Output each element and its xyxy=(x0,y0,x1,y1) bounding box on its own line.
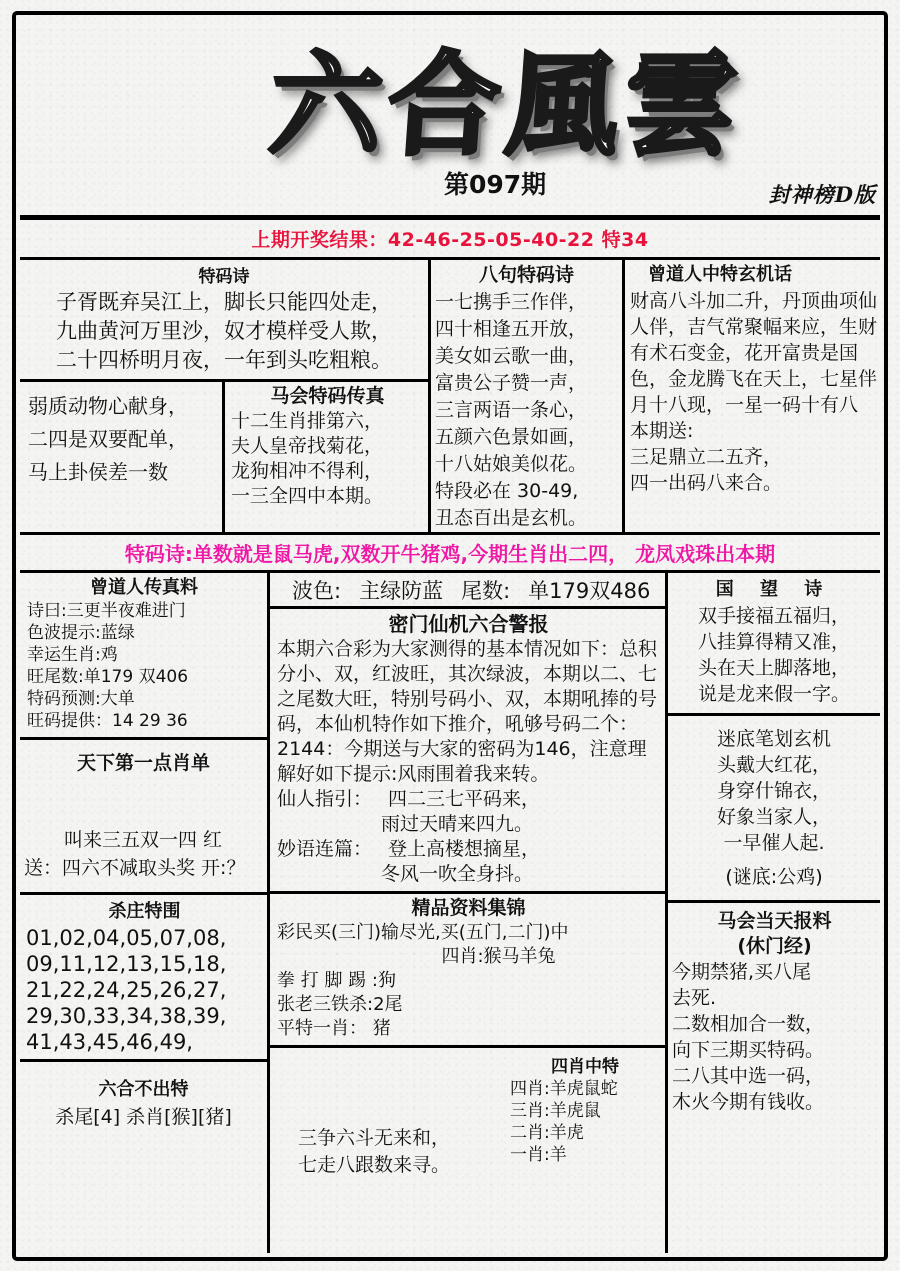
sixiao-line: 四肖:羊虎鼠蛇 xyxy=(510,1079,618,1099)
weak-animal-box xyxy=(20,382,225,532)
xuanji-heading: 曾道人中特玄机话 xyxy=(648,264,792,285)
issue-number: 第097期 xyxy=(444,170,547,199)
liuhe-buchu-line: 杀尾[4] 杀肖[猴][猪] xyxy=(55,1106,232,1128)
midi-box xyxy=(668,716,880,903)
mimen-guide-row xyxy=(277,787,660,812)
jingpin-line: 彩民买(三门)输尽光,买(五门,二门)中 xyxy=(277,922,569,943)
xuanji-send-line: 三足鼎立二五齐， xyxy=(630,446,783,468)
sixiao-line: 一肖:羊 xyxy=(510,1145,567,1165)
mahui-today-heading: 马会当天报料 xyxy=(717,910,832,932)
zdr-fax-line: 旺尾数:单179 双406 xyxy=(27,667,189,687)
midi-line: 迷底笔划玄机 xyxy=(716,728,831,750)
guowang-line: 八挂算得精又准， xyxy=(697,631,850,653)
mahui-fax-line: 十二生肖排第六， xyxy=(231,410,384,432)
sixiao-line: 二肖:羊虎 xyxy=(510,1123,584,1143)
eight-line-item: 三言两语一条心， xyxy=(435,399,588,421)
bottom-left-line: 三争六斗无来和， xyxy=(298,1126,451,1149)
weak-line: 马上卦侯差一数 xyxy=(28,460,168,484)
poem-row xyxy=(20,260,880,535)
xuanji-send-label: 本期送: xyxy=(630,420,694,442)
mahui-fax-box xyxy=(225,382,428,532)
zdr-fax-heading: 曾道人传真料 xyxy=(90,577,198,598)
liuhe-buchu-box xyxy=(20,1062,267,1138)
mimen-body: 本期六合彩为大家测得的基本情况如下：总积分小、双，红波旺，其次绿波，本期以二、七之尾数大旺，特别号码小、双，本期吼捧的号码，本仙机特作如下推介，吼够号码二个：2144：今期送与大家的密码为146，注意理解好如下提示:风雨围着我来转。 xyxy=(277,638,658,785)
eight-line-item: 特段必在 30-49, xyxy=(435,480,579,502)
eight-line-item: 四十相逢五开放， xyxy=(435,318,588,340)
mimen-guide-line: 四二三七平码来， xyxy=(388,788,541,810)
tema-poem-line: 九曲黄河万里沙，奴才模样受人欺， xyxy=(56,319,392,343)
middle-column xyxy=(270,573,668,1253)
mahui-today-line: 去死. xyxy=(672,987,717,1009)
shazhuang-row: 01,02,04,05,07,08, xyxy=(26,926,227,950)
weak-line: 二四是双要配单， xyxy=(28,427,188,451)
shazhuang-box xyxy=(20,895,267,1062)
right-column xyxy=(668,573,880,1253)
zengdaoren-fax-box xyxy=(20,573,267,740)
mimen-heading: 密门仙机六合警报 xyxy=(388,612,549,636)
mahui-fax-heading: 马会特码传真 xyxy=(270,385,385,407)
bottom-middle-box xyxy=(270,1048,665,1253)
xuanji-body: 财高八斗加二升，丹顶曲项仙人伴，吉气常聚幅来应，生财有术石变金，花开富贵是国色，金龙腾飞在天上，七星伴月十八现，一星一码十有八 xyxy=(630,290,878,416)
zdr-fax-line: 幸运生肖:鸡 xyxy=(27,645,118,665)
bose-weishu-row xyxy=(270,573,665,609)
eight-line-item: 丑态百出是玄机。 xyxy=(435,507,588,529)
mimen-miaoyu-line: 登上高楼想摘星， xyxy=(388,838,541,860)
pink-banner: 特码诗:单数就是鼠马虎,双数开牛猪鸡,今期生肖出二四， 龙凤戏珠出本期 xyxy=(20,535,880,573)
mahui-today-box xyxy=(668,903,880,1253)
eight-line-item: 富贵公子赞一声， xyxy=(435,372,588,394)
poem-left-zone xyxy=(20,260,431,532)
tema-poem-heading: 特码诗 xyxy=(198,267,250,287)
mimen-guide-line: 雨过天晴来四九。 xyxy=(381,813,534,835)
guowang-line: 说是龙来假一字。 xyxy=(697,683,850,705)
mahui-today-line: 二数相加合一数， xyxy=(672,1013,825,1035)
poem-sub-row xyxy=(20,382,428,532)
midi-line: 好象当家人， xyxy=(716,806,831,828)
midi-answer: (谜底:公鸡) xyxy=(725,866,823,888)
mimen-guide-label: 仙人指引： xyxy=(277,788,373,810)
mimen-miaoyu-line: 冬风一吹全身抖。 xyxy=(381,863,534,885)
weak-line: 弱质动物心献身， xyxy=(28,394,188,418)
sixiao-heading: 四肖中特 xyxy=(551,1057,619,1077)
mahui-today-line: 向下三期买特码。 xyxy=(672,1039,825,1061)
zdr-fax-line: 色波提示:蓝绿 xyxy=(27,623,135,643)
bottom-left-lines xyxy=(278,1056,510,1247)
eight-line-heading: 八句特码诗 xyxy=(478,264,574,286)
guowang-line: 双手接福五福归， xyxy=(697,605,850,627)
edition-label: 封神榜D版 xyxy=(768,182,876,207)
mahui-fax-line: 夫人皇帝找菊花， xyxy=(231,435,384,457)
shazhuang-heading: 杀庄特围 xyxy=(108,901,181,922)
mahui-fax-line: 一三全四中本期。 xyxy=(231,485,384,507)
jingpin-line: 拳 打 脚 踢 :狗 xyxy=(277,970,396,991)
jingpin-box xyxy=(270,894,665,1048)
mimen-xianji-box xyxy=(270,609,665,894)
mimen-miaoyu-row xyxy=(277,837,660,862)
mahui-today-line: 今期禁猪,买八尾 xyxy=(672,961,812,983)
guowang-line: 头在天上脚落地， xyxy=(697,657,850,679)
zdr-fax-line: 旺码提供：14 29 36 xyxy=(27,711,188,731)
tianxia-line-2: 送：四六不减取头奖 开:？ xyxy=(24,857,246,879)
jingpin-line: 张老三铁杀:2尾 xyxy=(277,994,403,1015)
masthead xyxy=(20,19,880,220)
main-columns xyxy=(20,573,880,1253)
eight-line-item: 五颜六色景如画， xyxy=(435,426,588,448)
tema-poem-box xyxy=(20,260,428,382)
tema-poem-line: 二十四桥明月夜，一年到头吃粗粮。 xyxy=(56,348,392,372)
zengdaoren-xuanji-box xyxy=(625,260,880,532)
jingpin-line: 平特一肖： 猪 xyxy=(277,1018,391,1039)
bose-value: 主绿防蓝 xyxy=(359,578,444,603)
bottom-left-line: 七走八跟数来寻。 xyxy=(298,1153,451,1176)
mimen-miaoyu-label: 妙语连篇： xyxy=(277,838,373,860)
sixiao-zhongte-box xyxy=(510,1056,660,1247)
mahui-today-line: 二八其中选一码， xyxy=(672,1065,825,1087)
shazhuang-row: 41,43,45,46,49, xyxy=(26,1030,193,1054)
shazhuang-row: 09,11,12,13,15,18, xyxy=(26,952,227,976)
weishu-label: 尾数: xyxy=(461,578,511,603)
last-draw-result: 上期开奖结果：42-46-25-05-40-22 特34 xyxy=(20,220,880,260)
midi-line: 身穿什锦衣， xyxy=(716,780,831,802)
tianxia-line-1: 叫来三五双一四 红 xyxy=(64,829,223,851)
jingpin-heading: 精品资料集锦 xyxy=(411,897,526,919)
xuanji-send-line: 四一出码八来合。 xyxy=(630,472,783,494)
midi-line: 头戴大红花， xyxy=(716,754,831,776)
eight-line-item: 一七携手三作伴， xyxy=(435,291,588,313)
tianxia-heading: 天下第一点肖单 xyxy=(76,752,210,774)
left-column xyxy=(20,573,270,1253)
mahui-fax-line: 龙狗相冲不得利， xyxy=(231,460,384,482)
guowang-heading: 国 望 诗 xyxy=(715,579,833,600)
weishu-value: 单179双486 xyxy=(528,578,651,603)
shazhuang-row: 21,22,24,25,26,27, xyxy=(26,978,227,1002)
zdr-fax-line: 诗曰:三更半夜难进门 xyxy=(27,601,186,621)
tema-poem-line: 子胥既弃吴江上，脚长只能四处走， xyxy=(56,290,392,314)
bose-label: 波色: xyxy=(292,578,342,603)
zdr-fax-line: 特码预测:大单 xyxy=(27,689,135,709)
midi-line: 一早催人起. xyxy=(723,832,825,854)
sixiao-line: 三肖:羊虎鼠 xyxy=(510,1101,601,1121)
eight-line-poem-box xyxy=(431,260,625,532)
site-title: 六合風雲 xyxy=(265,39,747,171)
tianxia-xiaodan-box xyxy=(20,740,267,895)
mahui-today-line: 木火今期有钱收。 xyxy=(672,1091,825,1113)
eight-line-item: 美女如云歌一曲， xyxy=(435,345,588,367)
eight-line-item: 十八姑娘美似花。 xyxy=(435,453,588,475)
shazhuang-row: 29,30,33,34,38,39, xyxy=(26,1004,227,1028)
guowang-shi-box xyxy=(668,573,880,716)
page-content xyxy=(20,19,880,1253)
mahui-today-subheading: (休门经) xyxy=(737,935,812,957)
jingpin-line: 四肖:猴马羊兔 xyxy=(441,946,556,967)
liuhe-buchu-heading: 六合不出特 xyxy=(98,1079,189,1100)
